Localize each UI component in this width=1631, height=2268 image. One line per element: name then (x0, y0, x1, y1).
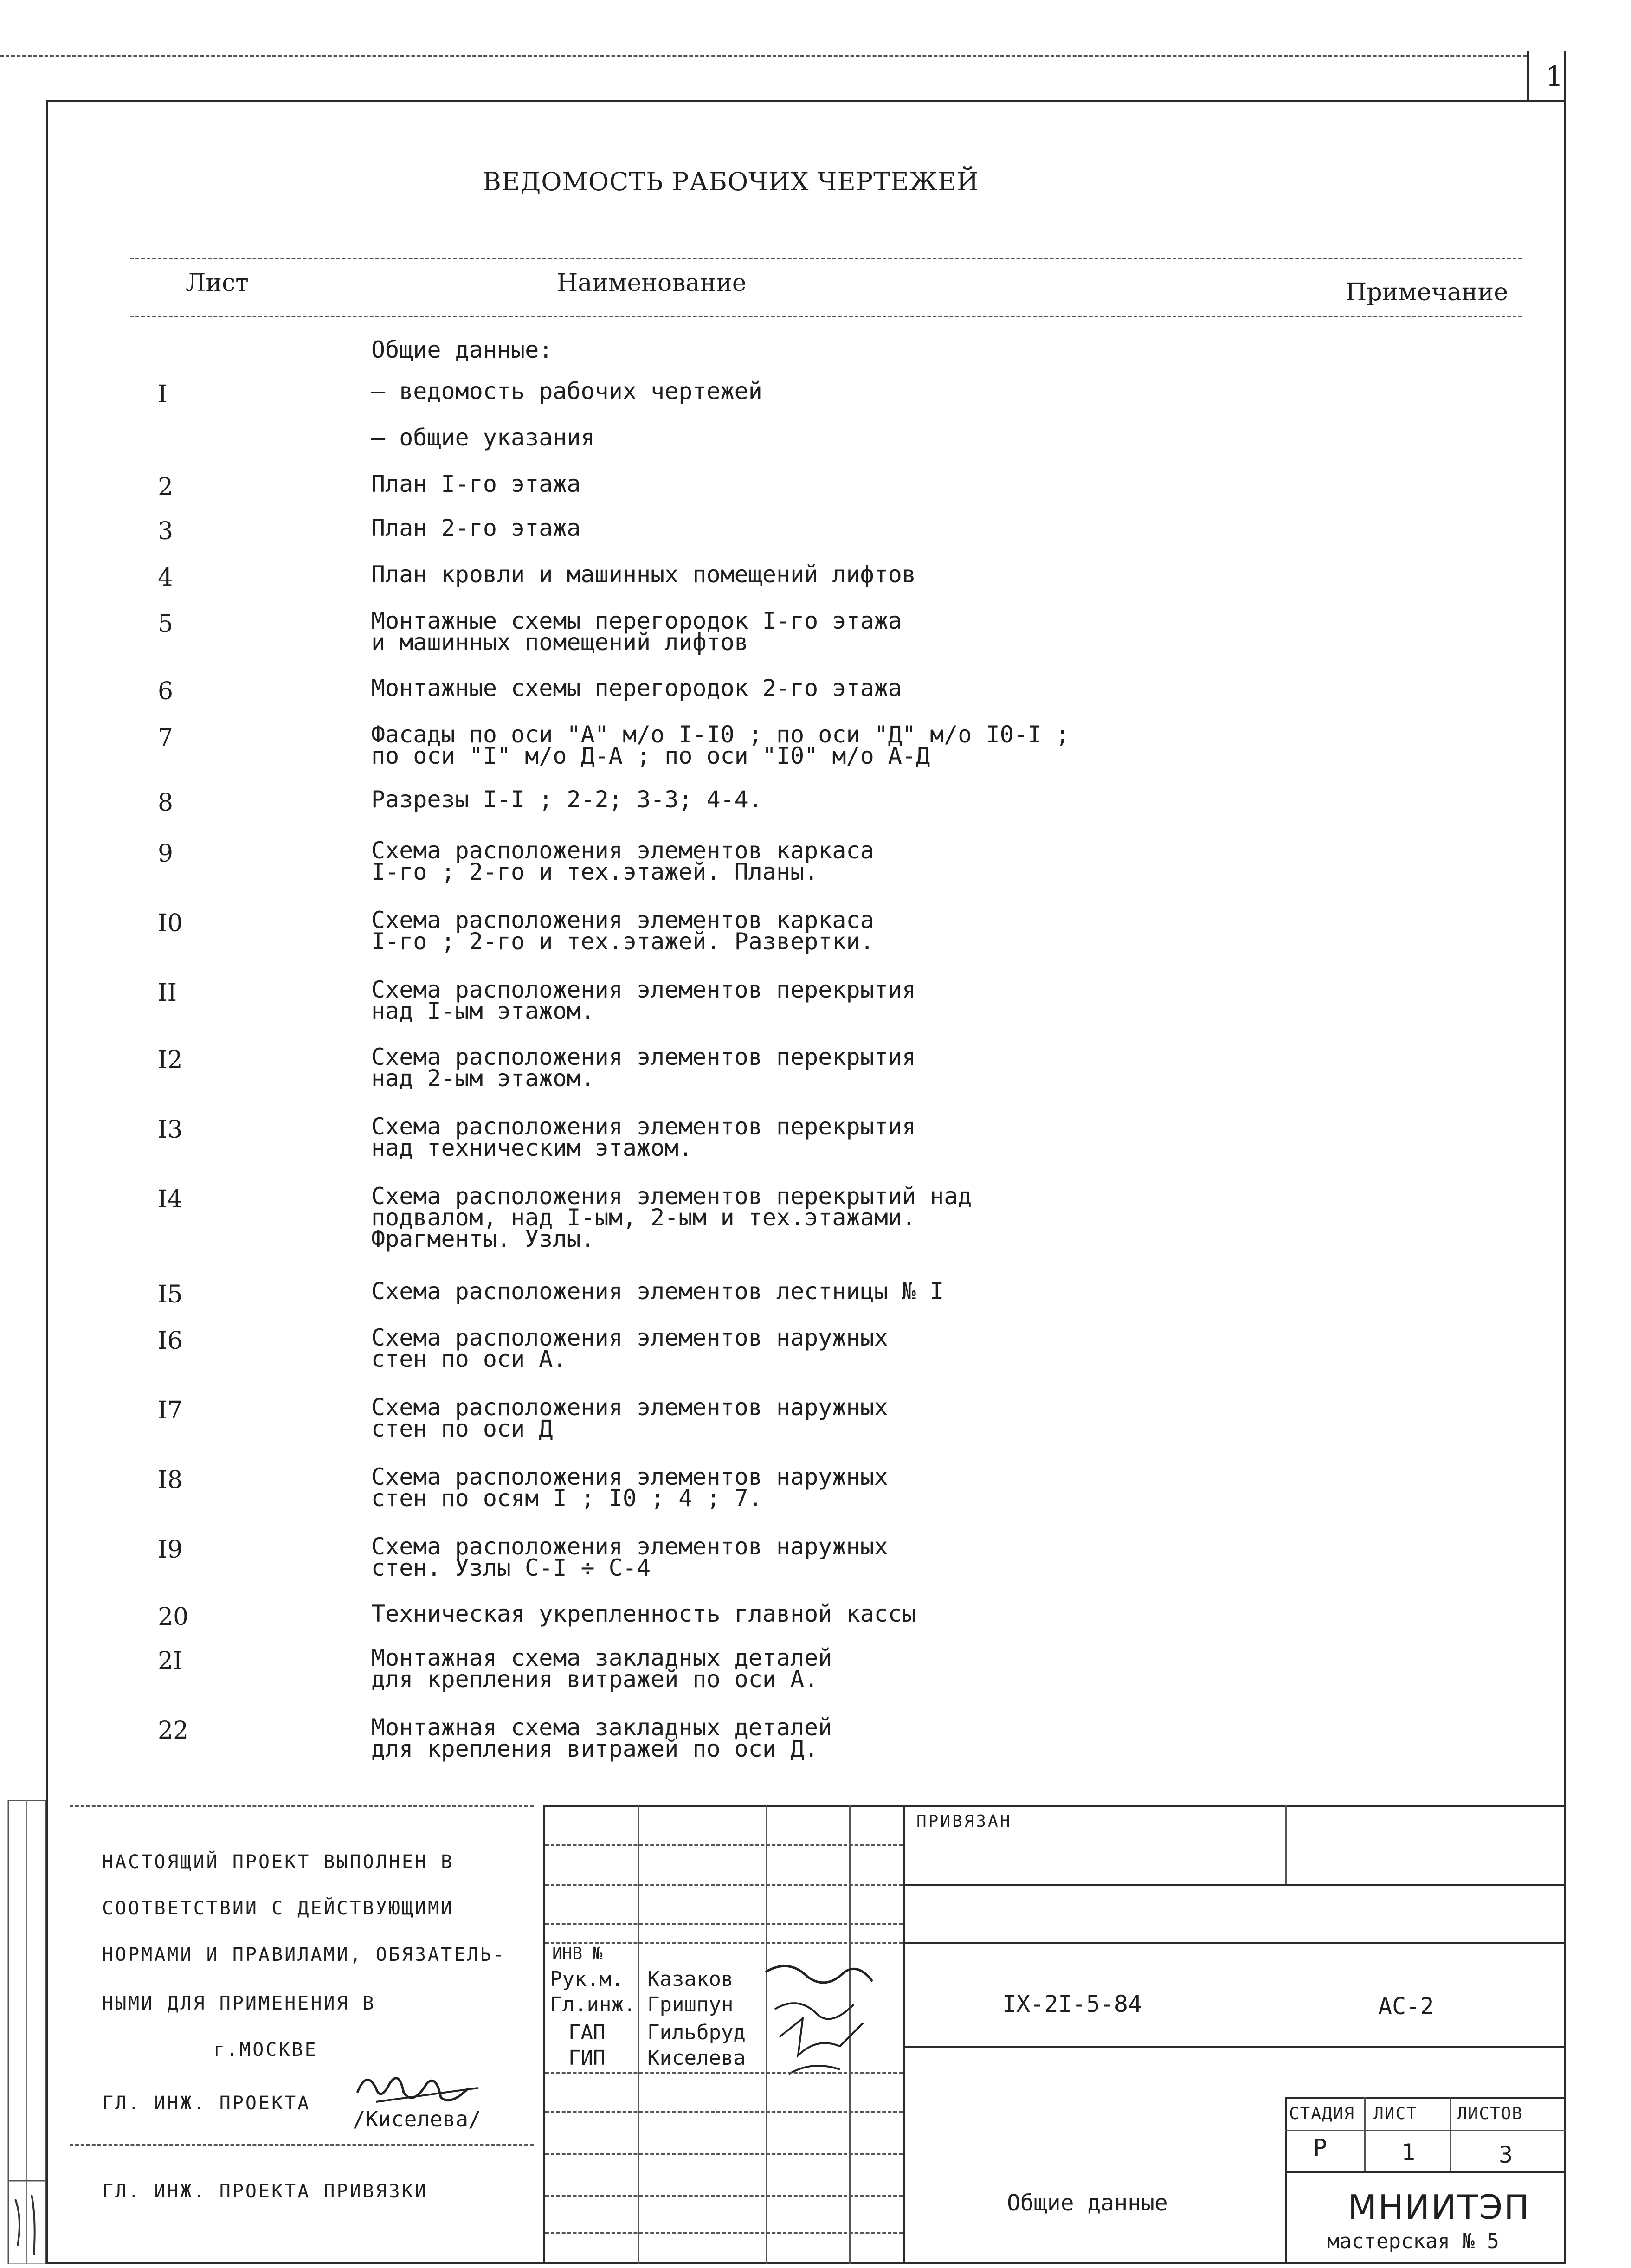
sheet-name: – ведомость рабочих чертежей (371, 378, 762, 405)
sheet-number: 2 (158, 473, 174, 501)
sheet-name: Схема расположения элементов перекрытия над техническим этажом. (371, 1113, 916, 1161)
sheet-name: Схема расположения элементов перекрытий над подвалом, над I-ым, 2-ым и тех.этажами. Фрагменты. Узлы. (371, 1183, 972, 1252)
statement-line-2: СООТВЕТСТВИИ С ДЕЙСТВУЮЩИМИ (102, 1898, 454, 1919)
sheet-row (0, 1463, 1631, 1536)
sheet-name: Схема расположения элементов наружных стен по оси А. (371, 1324, 888, 1372)
right-block-rule-3 (905, 2046, 1566, 2048)
page-number: 1 (1545, 60, 1564, 93)
sheet-name: Схема расположения элементов перекрытия над I-ым этажом. (371, 976, 916, 1024)
statement-line-5: г.МОСКВЕ (213, 2039, 318, 2061)
chief-engineer-label: ГЛ. ИНЖ. ПРОЕКТА (102, 2093, 311, 2114)
name-3: Гильбруд (647, 2021, 746, 2044)
sheet-number: I8 (158, 1466, 183, 1494)
statement-line-1: НАСТОЯЩИЙ ПРОЕКТ ВЫПОЛНЕН В (102, 1851, 454, 1873)
grid-right-border (903, 1805, 905, 2264)
sheets-label: ЛИСТОВ (1457, 2104, 1523, 2123)
sheet-name: Схема расположения элементов наружных стен по оси Д (371, 1394, 888, 1442)
statement-line-3: НОРМАМИ И ПРАВИЛАМИ, ОБЯЗАТЕЛЬ- (102, 1944, 506, 1965)
sheet-number: I5 (158, 1281, 183, 1308)
grid-row-rule-4 (545, 1942, 903, 1944)
sheet-number: I0 (158, 909, 183, 937)
stage-bottom-rule (1285, 2171, 1566, 2173)
sheet-row (0, 1324, 1631, 1397)
stage-row-rule (1285, 2130, 1566, 2131)
top-dashed-border (0, 55, 1527, 57)
grid-row-rule-8 (545, 2195, 903, 2197)
sheet-name: Схема расположения элементов каркаса I-го ; 2-го и тех.этажей. Планы. (371, 837, 874, 885)
sheet-number: 22 (158, 1717, 189, 1745)
grid-row-rule-3 (545, 1923, 903, 1925)
sheet-name: Разрезы I-I ; 2-2; 3-3; 4-4. (371, 786, 762, 813)
sheet-row (0, 909, 1631, 979)
sheet-number: 7 (158, 724, 174, 752)
sheet-row (0, 976, 1631, 1049)
sheet-name: План I-го этажа (371, 470, 581, 497)
bound-label: ПРИВЯЗАН (916, 1812, 1012, 1831)
sheet-value: 1 (1401, 2139, 1416, 2166)
stage-col-2 (1450, 2097, 1451, 2171)
sheet-number: 9 (158, 840, 174, 868)
grid-row-rule-7 (545, 2153, 903, 2155)
grid-row-rule-1 (545, 1844, 903, 1846)
sheet-number: I3 (158, 1116, 183, 1144)
sheet-number: I9 (158, 1536, 183, 1564)
title-block-top-rule (543, 1805, 1566, 1807)
sheet-name: План кровли и машинных помещений лифтов (371, 561, 916, 588)
sheet-name: Монтажная схема закладных деталей для крепления витражей по оси А. (371, 1644, 832, 1693)
name-2: Гришпун (647, 1993, 734, 2017)
sheet-name: Схема расположения элементов перекрытия над 2-ым этажом. (371, 1044, 916, 1092)
bound-divider (1285, 1805, 1287, 1884)
column-header-note: Примечание (1346, 278, 1508, 306)
sheet-number: 5 (158, 610, 174, 638)
document-title: ВЕДОМОСТЬ РАБОЧИХ ЧЕРТЕЖЕЙ (483, 167, 979, 196)
sheet-row (0, 1644, 1631, 1717)
role-2: Гл.инж. (550, 1993, 636, 2017)
sheet-row (0, 721, 1631, 793)
statement-mid-rule (70, 2144, 534, 2146)
name-1: Казаков (647, 1967, 734, 1991)
sheet-name: Монтажные схемы перегородок 2-го этажа (371, 675, 902, 702)
column-header-name: Наименование (557, 269, 747, 297)
grid-row-rule-9 (545, 2232, 903, 2234)
chief-engineer-name: /Киселева/ (353, 2107, 481, 2132)
sheet-name: Схема расположения элементов лестницы № I (371, 1278, 944, 1305)
sheet-name: Монтажная схема закладных деталей для крепления витражей по оси Д. (371, 1714, 832, 1762)
sheet-name: Схема расположения элементов наружных стен по осям I ; I0 ; 4 ; 7. (371, 1463, 888, 1512)
drawing-code: АС-2 (1378, 1993, 1434, 2020)
bottom-border (46, 2262, 1566, 2264)
sheet-label: ЛИСТ (1373, 2104, 1418, 2123)
sheet-name: – общие указания (371, 424, 595, 451)
column-header-sheet: Лист (186, 269, 249, 297)
general-data-label: Общие данные: (371, 336, 553, 363)
sheet-row (0, 1183, 1631, 1255)
organization-name: МНИИТЭП (1348, 2188, 1531, 2227)
grid-row-rule-5 (545, 2072, 903, 2074)
statement-top-rule (70, 1805, 534, 1807)
right-block-rule-2 (905, 1942, 1566, 1944)
sheet-row (0, 1714, 1631, 1786)
sheet-number: I7 (158, 1397, 183, 1424)
sheet-name: Схема расположения элементов каркаса I-го ; 2-го и тех.этажей. Развертки. (371, 907, 874, 955)
sheet-number: 8 (158, 789, 174, 817)
sheet-number: 4 (158, 564, 174, 592)
right-block-rule-1 (905, 1884, 1566, 1886)
role-4: ГИП (568, 2046, 606, 2070)
name-4: Киселева (647, 2046, 746, 2070)
grid-row-rule-6 (545, 2111, 903, 2113)
sheet-name: Монтажные схемы перегородок I-го этажа и машинных помещений лифтов (371, 607, 902, 656)
sheet-row (0, 1113, 1631, 1186)
right-block-rule-4 (1285, 2097, 1566, 2099)
inv-label: ИНВ № (552, 1944, 603, 1963)
sheet-row (0, 1533, 1631, 1605)
top-border (46, 100, 1566, 102)
workshop-name: мастерская № 5 (1327, 2229, 1499, 2253)
stage-col-1 (1364, 2097, 1366, 2171)
sheet-number: I6 (158, 1327, 183, 1355)
stage-value: Р (1313, 2134, 1328, 2161)
sheet-name: Фасады по оси "А" м/о I-I0 ; по оси "Д" м/о I0-I ; по оси "I" м/о Д-А ; по оси "I0" м/о А-Д (371, 721, 1070, 769)
sheet-name: Схема расположения элементов наружных стен. Узлы С-I ÷ С-4 (371, 1533, 888, 1581)
sheet-row (0, 837, 1631, 909)
sheets-total-value: 3 (1499, 2141, 1513, 2168)
stage-block-left (1285, 2097, 1287, 2264)
sheet-name: Техническая укрепленность главной кассы (371, 1600, 916, 1627)
role-3: ГАП (568, 2021, 606, 2044)
sheet-number: 3 (158, 517, 174, 545)
sheet-number: 6 (158, 677, 174, 705)
stage-label: СТАДИЯ (1289, 2104, 1355, 2123)
binding-engineer-label: ГЛ. ИНЖ. ПРОЕКТА ПРИВЯЗКИ (102, 2181, 428, 2202)
page-number-box-left (1527, 51, 1529, 100)
approver-signatures (761, 1953, 882, 2083)
project-code: IX-2I-5-84 (1002, 1991, 1142, 2017)
sheet-row (0, 1394, 1631, 1466)
sheet-row (0, 607, 1631, 680)
sheet-row (0, 1046, 1631, 1116)
role-1: Рук.м. (550, 1967, 624, 1991)
statement-line-4: НЫМИ ДЛЯ ПРИМЕНЕНИЯ В (102, 1993, 376, 2014)
grid-row-rule-2 (545, 1884, 903, 1886)
header-bottom-rule (130, 316, 1522, 317)
sheet-name: План 2-го этажа (371, 515, 581, 541)
sheet-number: 20 (158, 1603, 189, 1631)
side-stamp (4, 1800, 50, 2264)
sheet-number: 2I (158, 1647, 183, 1675)
sheet-number: I (158, 380, 168, 408)
sheet-title: Общие данные (1007, 2190, 1168, 2216)
sheet-number: I4 (158, 1186, 183, 1213)
header-top-rule (130, 258, 1522, 259)
sheet-number: I2 (158, 1046, 183, 1074)
sheet-number: II (158, 979, 177, 1007)
